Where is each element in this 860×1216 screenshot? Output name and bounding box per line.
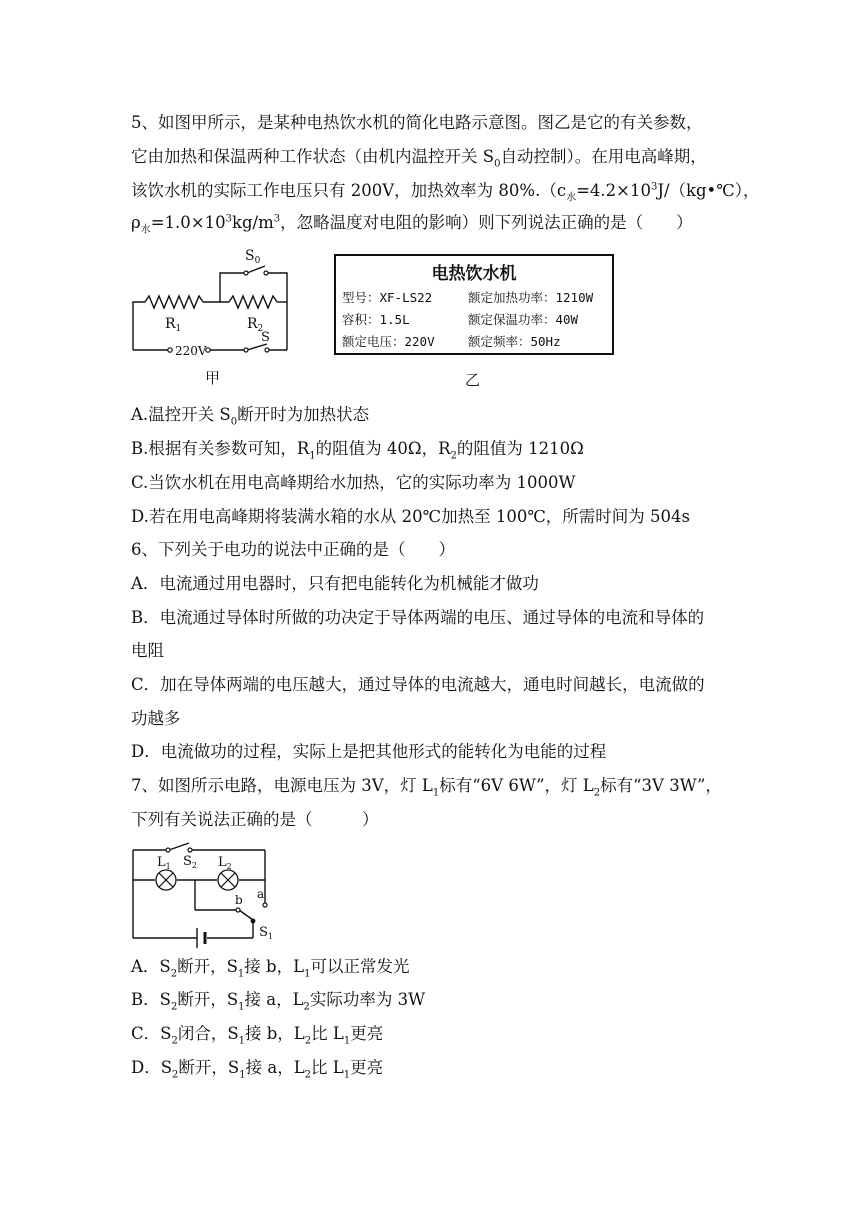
nameplate-title: 电热饮水机 <box>431 264 517 284</box>
q6-option-d: D．电流做功的过程，实际上是把其他形式的能转化为电能的过程 <box>131 742 607 761</box>
q6-option-b-line-2: 电阻 <box>131 641 164 660</box>
q5-option-c: C.当饮水机在用电高峰期给水加热，它的实际功率为 1000W <box>131 473 576 492</box>
q5-circuit-diagram <box>125 246 305 391</box>
s-label: S <box>261 330 270 345</box>
nameplate-voltage: 额定电压：220V <box>342 334 435 349</box>
q5-option-a: A.温控开关 $S_0$断开时为加热状态 <box>131 405 370 428</box>
q6-option-a: A．电流通过用电器时，只有把电能转化为机械能才做功 <box>131 574 539 593</box>
q7-l2-label: $L_2$ <box>218 855 232 871</box>
q5-stem-line-2: 它由加热和保温两种工作状态（由机内温控开关 $S_0$自动控制）。在用电高峰期， <box>131 147 707 170</box>
s0-label: $S_0$ <box>245 248 261 266</box>
q6-option-c-line-2: 功越多 <box>131 709 181 728</box>
q5-stem-line-3: 该饮水机的实际工作电压只有 200V，加热效率为 $80\%.(c_水=4.2\times 10^3J/(kg•℃)$， <box>131 181 760 204</box>
r2-label: $R_2$ <box>247 316 264 334</box>
q5-option-b: B.根据有关参数可知，$R_1$的阻值为 40Ω，$R_2$的阻值为 1210Ω <box>131 439 584 462</box>
q7-option-c: C．$S_2$闭合，$S_1$接 b，$L_2$比 $L_1$更亮 <box>131 1024 384 1047</box>
nameplate-model: 型号：XF-LS22 <box>342 290 433 305</box>
q7-s1-label: $S_1$ <box>259 925 273 941</box>
nameplate-frequency: 额定频率：50Hz <box>468 334 561 349</box>
q5-stem-line-1: 5、如图甲所示，是某种电热饮水机的简化电路示意图。图乙是它的有关参数， <box>131 113 703 132</box>
q7-s2-label: $S_2$ <box>183 854 197 870</box>
q7-a-label: a <box>257 887 265 901</box>
q7-circuit-diagram <box>125 840 285 952</box>
q6-stem: 6、下列关于电功的说法中正确的是（ ） <box>131 540 455 559</box>
q5-option-d: D.若在用电高峰期将装满水箱的水从 20℃加热至 100℃，所需时间为 504s <box>131 507 690 526</box>
r1-label: $R_1$ <box>165 316 182 334</box>
nameplate-volume: 容积：1.5L <box>342 312 410 327</box>
q5-stem-line-4: $\rho_水=1.0\times 10^3kg/m^3$，忽略温度对电阻的影响）则下列说法正确的是（ ） <box>131 213 693 236</box>
fig-yi-caption: 乙 <box>465 371 481 389</box>
q6-option-b-line-1: B．电流通过导体时所做的功决定于导体两端的电压、通过导体的电流和导体的 <box>131 608 705 627</box>
q7-option-a: A．$S_2$断开，$S_1$接 b，$L_1$可以正常发光 <box>131 957 410 980</box>
q7-stem-line-1: 7、如图所示电路，电源电压为 3V，灯 $L_1$标有“6V 6W”，灯 $L_2$标有“3V 3W”， <box>131 776 722 799</box>
nameplate-table <box>334 254 614 355</box>
fig-jia-caption: 甲 <box>205 369 221 387</box>
q7-stem-line-2: 下列有关说法正确的是（ ） <box>131 810 379 829</box>
q7-option-b: B．$S_2$断开，$S_1$接 a，$L_2$实际功率为 3W <box>131 990 426 1013</box>
q7-l1-label: $L_1$ <box>157 855 171 871</box>
q7-b-label: b <box>235 893 243 907</box>
source-label: 220V <box>175 344 207 358</box>
q6-option-c-line-1: C．加在导体两端的电压越大，通过导体的电流越大，通电时间越长，电流做的 <box>131 675 705 694</box>
nameplate-heat-power: 额定加热功率：1210W <box>468 290 594 305</box>
q7-option-d: D．$S_2$断开，$S_1$接 a，$L_2$比 $L_1$更亮 <box>131 1058 384 1081</box>
nameplate-keep-power: 额定保温功率：40W <box>468 312 579 327</box>
